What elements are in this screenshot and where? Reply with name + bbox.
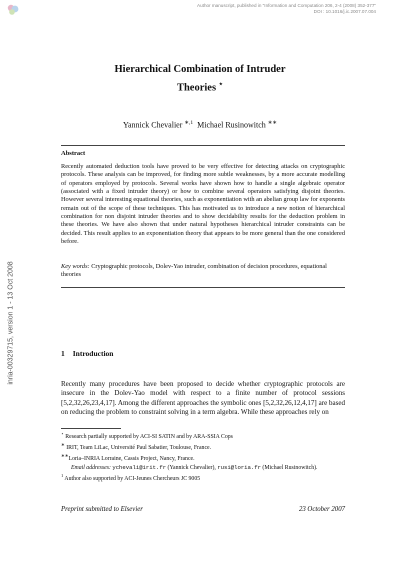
hal-logo-icon xyxy=(6,3,20,16)
keywords xyxy=(61,263,345,280)
author-2-marks: ∗∗ xyxy=(267,120,277,126)
footnote-support-mark: 1 xyxy=(61,472,64,478)
introduction-paragraph: Recently many procedures have been proposed to decide whether cryptographic protocols are insecure in the Dolev-Yao model with respect to a finite number of protocol sessions [5,2,32,26,23,4,17]. Among the different approaches the symbolic ones [5,2,32,26,12,4,17] are based on reducing the problem to constraint solving in a term algebra. While these approaches rely on xyxy=(61,380,345,416)
abstract-top-rule xyxy=(61,145,345,146)
side-identifier-text: inria-00329715, version 1 - 13 Oct 2008 xyxy=(7,261,15,385)
keywords-text: Cryptographic protocols, Dolev-Yao intruder, combination of decision procedures, equational theories xyxy=(61,263,327,279)
footnote-2-text: Loria–INRIA Lorraine, Cassis Project, Nancy, France. xyxy=(68,456,195,463)
publication-note-doi: DOI : 10.1016/j.ic.2007.07.004 xyxy=(313,9,376,15)
title-line-1: Hierarchical Combination of Intruder xyxy=(114,64,286,75)
footnotes xyxy=(61,430,345,483)
footnote-affiliation-2 xyxy=(61,452,345,463)
section-heading xyxy=(61,349,113,358)
email-chevalier-owner: (Yannick Chevalier), xyxy=(167,464,216,471)
abstract-bottom-rule xyxy=(61,287,345,288)
email-rusinowitch: rusi@loria.fr xyxy=(217,463,261,471)
publication-note-line1: Author manuscript, published in "Information and Computation 206, 2-4 (2008) 352-377" xyxy=(197,3,376,8)
author-1-marks: ∗,1 xyxy=(184,120,194,126)
author-2: Michael Rusinowitch xyxy=(197,120,266,130)
side-identifier xyxy=(5,208,17,438)
email-rusinowitch-owner: (Michael Rusinowitch). xyxy=(262,464,318,471)
footnote-emails xyxy=(61,464,345,472)
footnote-2-mark: ∗∗ xyxy=(61,453,69,459)
abstract-body: Recently automated deduction tools have proved to be very effective for detecting attacks on cryptographic protocols. These analysis can be improved, for finding more subtle weaknesses, by a more accurate modelling of operators employed by protocols. Several works have shown how to handle a single algebraic operator (associated with a fixed intruder theory) or how to combine several operators satisfying disjoint theories. However several interesting equational theories, such as exponentiation with an abelian group law for exponents remain out of the scope of these techniques. This has motivated us to introduce a new notion of hierarchical combination for non disjoint intruder theories and to show decidability results for the deduction problem in these theories. We have also shown that under natural hypotheses hierarchical intruder constraints can be decided. This result applies to an exponentiation theory that appears to be more general than the one considered before. xyxy=(61,163,345,246)
paper-title xyxy=(60,63,340,96)
footnote-rule xyxy=(61,428,121,429)
footnote-affiliation-1 xyxy=(61,441,345,452)
author-1: Yannick Chevalier xyxy=(122,120,183,130)
footnote-star-mark: ⋆ xyxy=(61,431,64,436)
abstract-heading: Abstract xyxy=(61,150,86,157)
footnote-funding xyxy=(61,430,345,441)
footnote-star-text: Research partially supported by ACI-SI SATIN and by ARA-SSIA Cops xyxy=(65,433,233,440)
section-title: Introduction xyxy=(72,349,114,358)
footnote-1-mark: ∗ xyxy=(61,442,65,448)
author-list xyxy=(60,120,340,130)
footnote-1-text: IRIT, Team LiLac, Université Paul Sabatier, Toulouse, France. xyxy=(66,445,212,452)
keywords-label: Key words: xyxy=(61,263,90,270)
footer-date: 23 October 2007 xyxy=(298,506,345,513)
email-chevalier: ychevali@irit.fr xyxy=(112,463,167,471)
publication-note xyxy=(197,3,376,16)
footnote-support-text: Author also supported by ACI-Jeunes Chercheurs JC 9005 xyxy=(64,475,201,482)
title-footnote-mark: ⋆ xyxy=(218,80,224,88)
footer-preprint-note: Preprint submitted to Elsevier xyxy=(61,506,143,513)
section-number: 1 xyxy=(61,349,65,358)
footnote-support xyxy=(61,472,345,483)
title-line-2: Theories xyxy=(176,82,217,94)
email-label: Email addresses: xyxy=(71,464,111,471)
